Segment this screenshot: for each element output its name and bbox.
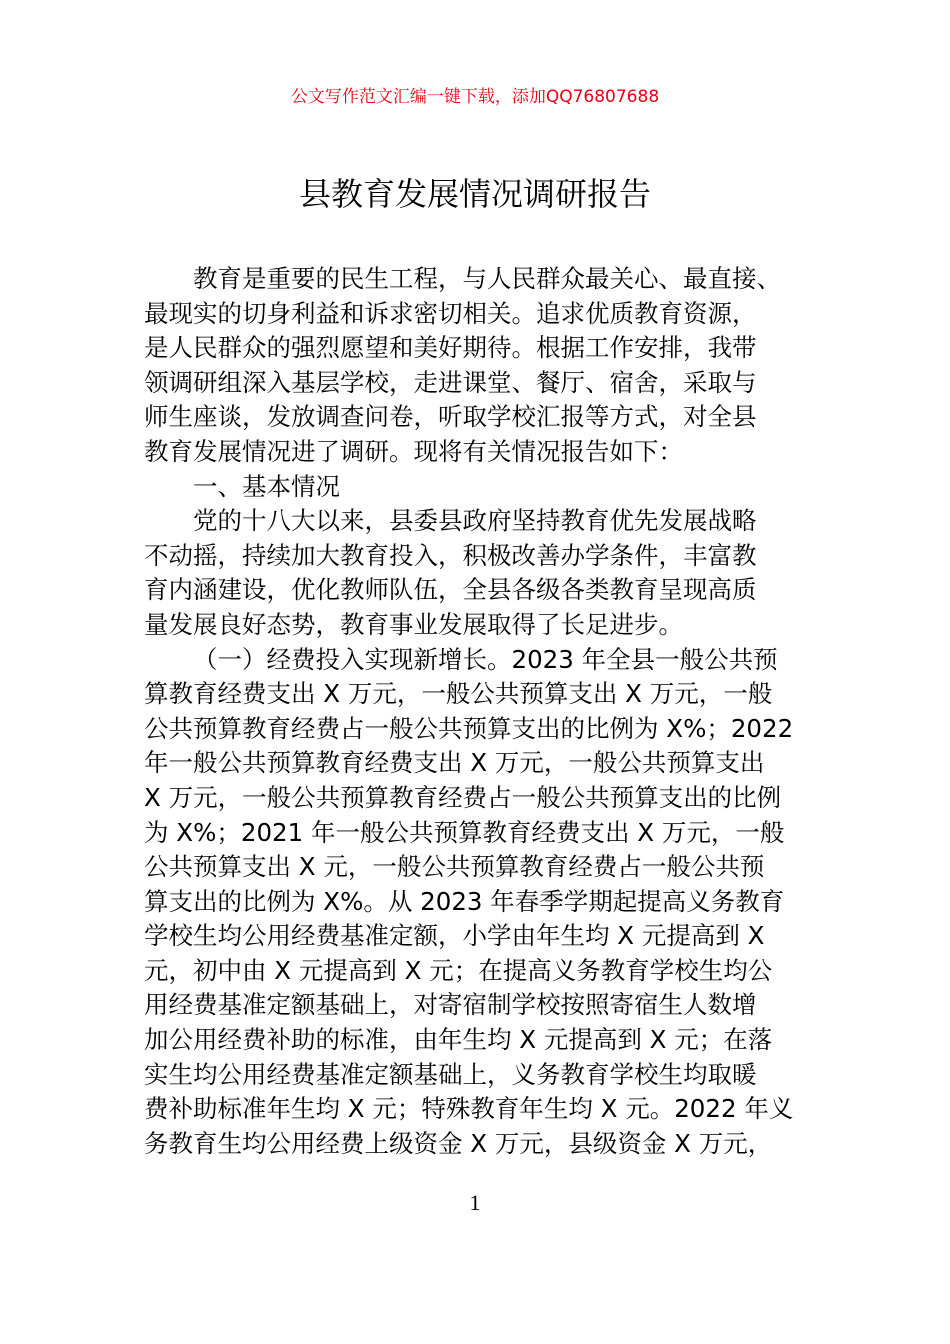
- body-line: 教育发展情况进了调研。现将有关情况报告如下：: [144, 436, 683, 466]
- body-line: 年一般公共预算教育经费支出 X 万元，一般公共预算支出: [144, 748, 765, 778]
- body-line: 是人民群众的强烈愿望和美好期待。根据工作安排，我带: [144, 333, 757, 363]
- body-line: 用经费基准定额基础上，对寄宿制学校按照寄宿生人数增: [144, 990, 757, 1020]
- body-line: 费补助标准年生均 X 元；特殊教育年生均 X 元。2022 年义: [144, 1094, 794, 1124]
- document-title: 县教育发展情况调研报告: [298, 175, 651, 213]
- body-line: 不动摇，持续加大教育投入，积极改善办学条件，丰富教: [144, 540, 757, 570]
- body-line: X 万元，一般公共预算教育经费占一般公共预算支出的比例: [144, 782, 782, 812]
- body-line: 师生座谈，发放调查问卷，听取学校汇报等方式，对全县: [144, 402, 757, 432]
- body-line: 公共预算教育经费占一般公共预算支出的比例为 X%；2022: [144, 713, 794, 743]
- body-line: 领调研组深入基层学校，走进课堂、餐厅、宿舍，采取与: [144, 367, 757, 397]
- body-line: 实生均公用经费基准定额基础上，义务教育学校生均取暖: [144, 1059, 757, 1089]
- body-line: 算支出的比例为 X%。从 2023 年春季学期起提高义务教育: [144, 886, 785, 916]
- header-promo-text: 公文写作范文汇编一键下载，添加QQ76807688: [290, 87, 660, 107]
- subsection-line: （一）经费投入实现新增长。2023 年全县一般公共预: [193, 644, 778, 674]
- body-line: 学校生均公用经费基准定额，小学由年生均 X 元提高到 X: [144, 921, 765, 951]
- body-line: 务教育生均公用经费上级资金 X 万元，县级资金 X 万元，: [144, 1128, 773, 1158]
- body-line: 党的十八大以来，县委县政府坚持教育优先发展战略: [193, 506, 757, 536]
- section-heading: 一、基本情况: [193, 471, 340, 501]
- body-line: 元，初中由 X 元提高到 X 元；在提高义务教育学校生均公: [144, 955, 773, 985]
- body-line: 教育是重要的民生工程，与人民群众最关心、最直接、: [193, 264, 781, 293]
- body-line: 量发展良好态势，教育事业发展取得了长足进步。: [144, 609, 683, 639]
- page-number: 1: [469, 1190, 481, 1215]
- body-line: 最现实的切身利益和诉求密切相关。追求优质教育资源，: [144, 298, 757, 328]
- body-line: 为 X%；2021 年一般公共预算教育经费支出 X 万元，一般: [144, 817, 785, 847]
- body-line: 育内涵建设，优化教师队伍，全县各级各类教育呈现高质: [144, 575, 757, 605]
- body-line: 加公用经费补助的标准，由年生均 X 元提高到 X 元；在落: [144, 1025, 773, 1055]
- document-body: [144, 262, 808, 1161]
- body-line: 算教育经费支出 X 万元，一般公共预算支出 X 万元，一般: [144, 679, 773, 709]
- body-line: 公共预算支出 X 元，一般公共预算教育经费占一般公共预: [144, 852, 765, 882]
